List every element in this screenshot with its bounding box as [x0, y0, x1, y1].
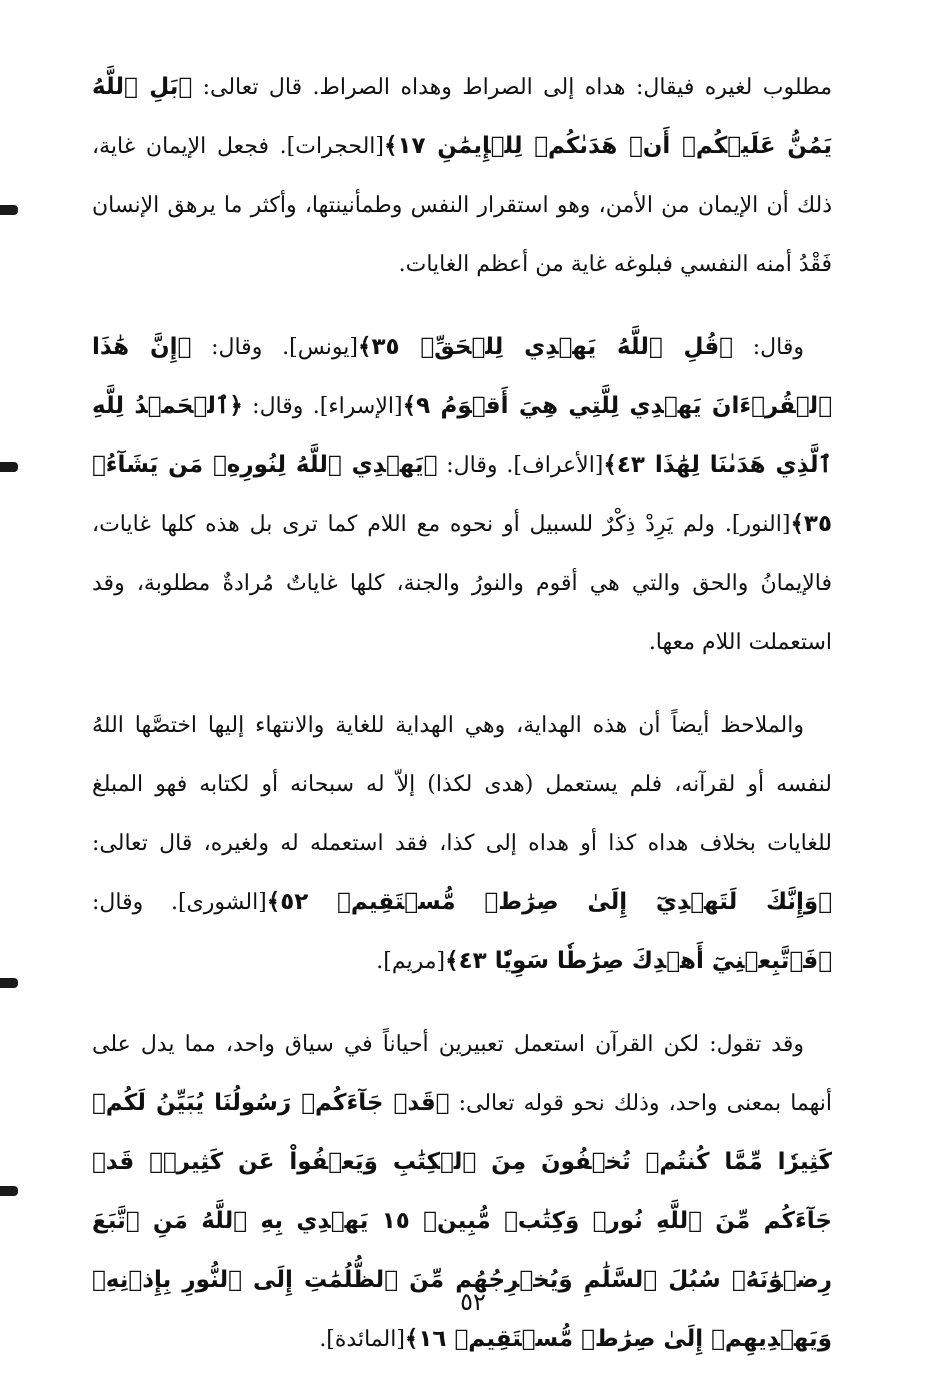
text-run: [الشورى]. وقال: [92, 890, 267, 915]
scan-edge-mark [0, 462, 18, 472]
text-run: مطلوب لغيره فيقال: هداه إلى الصراط وهداه الصراط. قال تعالى: [192, 75, 832, 100]
paragraph-2 [92, 318, 832, 672]
quran-verse: ﴿بَلِ ٱللَّهُ يَمُنُّ عَلَيۡكُمۡ أَنۡ هَدَىٰكُمۡ لِلۡإِيمَٰنِ ١٧﴾ [92, 74, 832, 159]
text-run: [مريم]. [376, 949, 446, 974]
text-run: [يونس]. وقال: [191, 335, 358, 360]
scan-edge-mark [0, 978, 18, 988]
paragraph-3 [92, 696, 832, 991]
text-run: وقد تقول: لكن القرآن استعمل تعبيرين أحياناً في سياق واحد، مما يدل على أنهما بمعنى واحد، وذلك نحو قوله تعالى: [92, 1032, 832, 1116]
text-run: [الأعراف]. وقال: [437, 453, 604, 478]
scan-edge-mark [0, 1186, 18, 1196]
text-run: [الحجرات]. فجعل الإيمان غاية، ذلك أن الإيمان من الأمن، وهو استقرار النفس وطمأنينتها، وأكثر ما يرهق الإنسان فَقْدُ أمنه النفسي فبلوغه غاية من أعظم الغايات. [92, 134, 832, 277]
quran-verse: ﴿إِنَّ هَٰذَا ٱلۡقُرۡءَانَ يَهۡدِي لِلَّتِي هِيَ أَقۡوَمُ ٩﴾ [92, 334, 832, 419]
quran-verse: ﴿يَهۡدِي ٱللَّهُ لِنُورِهِۦ مَن يَشَآءُۚ ٣٥﴾ [92, 452, 832, 537]
quran-verse: ﴿وَإِنَّكَ لَتَهۡدِيٓ إِلَىٰ صِرَٰطٖ مُّسۡتَقِيمٖ ٥٢﴾ [266, 889, 832, 915]
text-run: [الإسراء]. وقال: [242, 394, 403, 419]
page-body [92, 58, 832, 1393]
text-run: والملاحظ أيضاً أن هذه الهداية، وهي الهداية للغاية والانتهاء إليها اختصَّها اللهُ لنفسه أو لقرآنه، فلم يستعمل (هدى لكذا) إلاّ له سبحانه أو لكتابه فهو المبلغ للغايات بخلاف هداه كذا أو هداه إلى كذا، فقد استعمله له ولغيره، قال تعالى: [92, 713, 832, 856]
scan-edge-mark [0, 205, 18, 215]
quran-verse: ﴿فَٱتَّبِعۡنِيٓ أَهۡدِكَ صِرَٰطٗا سَوِيّٗا ٤٣﴾ [445, 948, 832, 974]
text-run: وقال: [732, 335, 805, 360]
quran-verse: ﴿قَدۡ جَآءَكُمۡ رَسُولُنَا يُبَيِّنُ لَكُمۡ كَثِيرٗا مِّمَّا كُنتُمۡ تُخۡفُونَ مِنَ ٱلۡكِتَٰبِ وَيَعۡفُواْ عَن كَثِيرٖۚ قَدۡ جَآءَكُم مِّنَ ٱللَّهِ نُورٞ وَكِتَٰبٞ مُّبِينٞ ١٥ يَهۡدِي بِهِ ٱللَّهُ مَنِ ٱتَّبَعَ رِضۡوَٰنَهُۥ سُبُلَ ٱلسَّلَٰمِ وَيُخۡرِجُهُم مِّنَ ٱلظُّلُمَٰتِ إِلَى ٱلنُّورِ بِإِذۡنِهِۦ وَيَهۡدِيهِمۡ إِلَىٰ صِرَٰطٖ مُّسۡتَقِيمٖ ١٦﴾ [92, 1090, 832, 1352]
text-run: [المائدة]. [319, 1327, 405, 1352]
quran-verse: ﴿ٱلۡحَمۡدُ لِلَّهِ ٱلَّذِي هَدَىٰنَا لِهَٰذَا ٤٣﴾ [92, 393, 832, 478]
page-number: ٥٢ [460, 1288, 486, 1316]
quran-verse: ﴿قُلِ ٱللَّهُ يَهۡدِي لِلۡحَقِّۗ ٣٥﴾ [357, 334, 733, 360]
text-run: [النور]. ولم يَرِدْ ذِكْرٌ للسبيل أو نحوه مع اللام كما ترى بل هذه كلها غايات، فالإيمانُ والحق والتي هي أقوم والنورُ والجنة، كلها غاياتٌ مُرادةٌ مطلوبة، وقد استعملت اللام معها. [92, 512, 832, 655]
paragraph-1 [92, 58, 832, 294]
